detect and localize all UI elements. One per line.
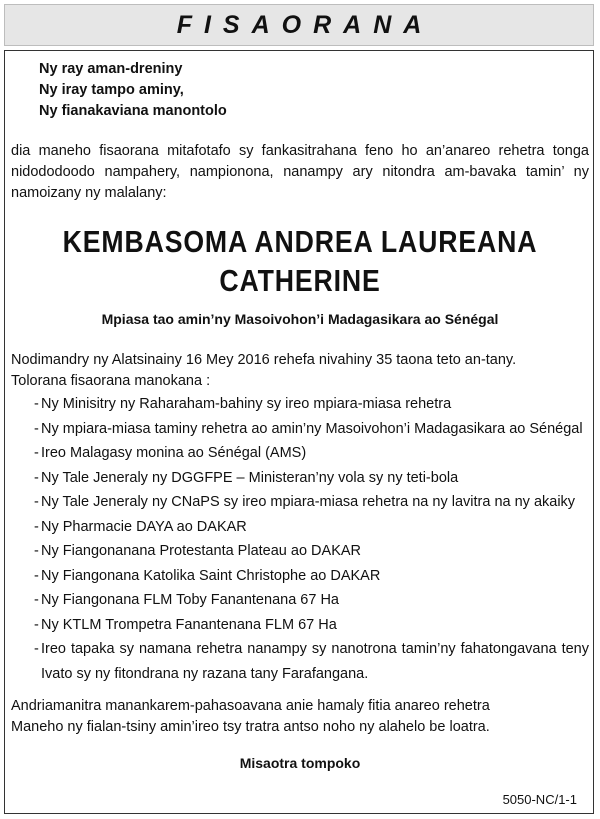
list-item: [11, 613, 589, 638]
list-item: [11, 515, 589, 540]
list-dash: -: [34, 518, 39, 535]
closing-line: Andriamanitra manankarem-pahasoavana anie hamaly fitia anareo rehetra: [11, 698, 490, 714]
list-item-text: Ny KTLM Trompetra Fanantenana FLM 67 Ha: [41, 616, 337, 633]
list-item-text: Ny Pharmacie DAYA ao DAKAR: [41, 518, 247, 535]
list-dash: -: [34, 592, 39, 608]
deceased-name: [51, 222, 548, 300]
list-dash: -: [34, 420, 39, 437]
list-dash: -: [34, 567, 39, 584]
list-item-text: Ny Fiangonanana Protestanta Plateau ao DAKAR: [41, 543, 362, 559]
thanks-intro: Tolorana fisaorana manokana :: [11, 373, 211, 389]
list-dash: -: [34, 469, 39, 486]
list-item-text: Ny Tale Jeneraly ny DGGFPE – Ministeran’ny vola sy ny teti-bola: [41, 469, 459, 486]
list-dash: -: [34, 445, 39, 461]
list-item: [11, 466, 589, 491]
deceased-name-line2: CATHERINE: [219, 263, 381, 298]
list-item: [11, 392, 589, 417]
list-item-text: Ny Fiangonana Katolika Saint Christophe ao DAKAR: [41, 567, 381, 584]
list-item: [11, 490, 589, 515]
list-item: [11, 564, 589, 589]
list-item-text: Ireo Malagasy monina ao Sénégal (AMS): [41, 445, 307, 461]
page-title: FISAORANA: [176, 10, 434, 39]
list-item-text: Ny mpiara-miasa taminy rehetra ao amin’ny Masoivohon’i Madagasikara ao Sénégal: [41, 420, 583, 437]
verse-line: Ny iray tampo aminy,: [39, 82, 184, 98]
list-dash: -: [34, 543, 39, 559]
list-item: [11, 417, 589, 442]
list-item: [11, 441, 589, 466]
family-verse: [39, 59, 589, 122]
list-item: [11, 588, 589, 613]
list-dash: -: [34, 396, 39, 412]
verse-line: Ny ray aman-dreniny: [39, 61, 183, 77]
intro-paragraph: dia maneho fisaorana mitafotafo sy fankasitrahana feno ho an’anareo rehetra tonga nidododoodo nampahery, nampionona, nanampy ary nitondra am-bavaka tamin’ ny namoizany ny malalany:: [11, 143, 589, 201]
list-item-text: Ny Fiangonana FLM Toby Fanantenana 67 Ha: [41, 592, 339, 608]
closing-paragraph: [11, 696, 589, 738]
death-date-line: Nodimandry ny Alatsinainy 16 Mey 2016 rehefa nivahiny 35 taona teto an-tany.: [11, 352, 517, 368]
notice-frame: [4, 50, 594, 814]
list-dash: -: [34, 494, 39, 510]
deceased-affiliation: Mpiasa tao amin’ny Masoivohon’i Madagasikara ao Sénégal: [101, 311, 499, 327]
verse-line: Ny fianakaviana manontolo: [39, 103, 227, 119]
closing-line: Maneho ny fialan-tsiny amin’ireo tsy tratra antso noho ny alahelo be loatra.: [11, 719, 490, 735]
list-item-text: Ny Minisitry ny Raharaham-bahiny sy ireo mpiara-miasa rehetra: [41, 396, 452, 412]
list-item-text: Ireo tapaka sy namana rehetra nanampy sy nanotrona tamin’ny fahatongavana teny Ivato sy ny fitondrana ny razana tany Farafangana.: [41, 641, 589, 682]
deceased-name-line1: KEMBASOMA ANDREA LAUREANA: [62, 224, 538, 259]
header-banner: [4, 4, 594, 46]
sign-off: Misaotra tompoko: [239, 755, 361, 771]
list-item-text: Ny Tale Jeneraly ny CNaPS sy ireo mpiara-miasa rehetra na ny lavitra na ny akaiky: [41, 494, 576, 510]
list-dash: -: [34, 641, 39, 657]
reference-code: 5050-NC/1-1: [502, 792, 577, 807]
thanks-list: [11, 392, 589, 687]
list-item: [11, 637, 589, 687]
death-notice: [11, 350, 589, 392]
list-dash: -: [34, 616, 39, 633]
list-item: [11, 539, 589, 564]
notice-content: [11, 51, 589, 771]
